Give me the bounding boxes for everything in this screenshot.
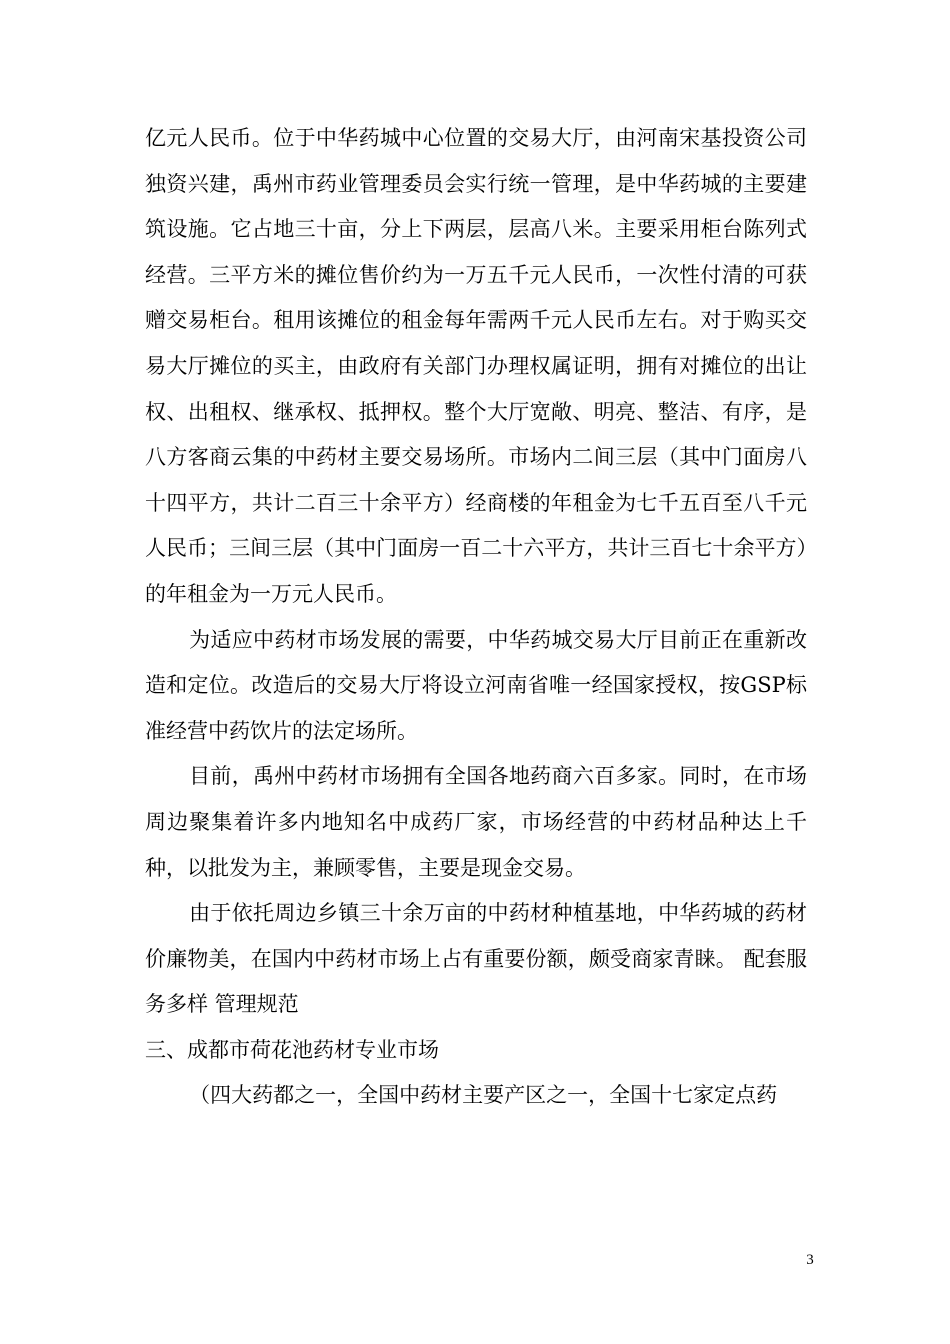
paragraph-trading-hall: 亿元人民币。位于中华药城中心位置的交易大厅，由河南宋基投资公司独资兴建，禹州市药业管理委员会实行统一管理，是中华药城的主要建筑设施。它占地三十亩，分上下两层，层高八米。主要采用柜台陈列式经营。三平方米的摊位售价约为一万五千元人民币，一次性付清的可获赠交易柜台。租用该摊位的租金每年需两千元人民币左右。对于购买交易大厅摊位的买主，由政府有关部门办理权属证明，拥有对摊位的出让权、出租权、继承权、抵押权。整个大厅宽敞、明亮、整洁、有序，是八方客商云集的中药材主要交易场所。市场内二间三层（其中门面房八十四平方，共计二百三十余平方）经商楼的年租金为七千五百至八千元人民币；三间三层（其中门面房一百二十六平方，共计三百七十余平方）的年租金为一万元人民币。: [145, 126, 807, 606]
page-number: 3: [806, 1252, 814, 1268]
paragraph-planting-base: 由于依托周边乡镇三十余万亩的中药材种植基地，中华药城的药材价廉物美，在国内中药材市场上占有重要份额，颇受商家青睐。 配套服务多样 管理规范: [145, 901, 807, 1017]
section-heading-chengdu: 三、成都市荷花池药材专业市场: [145, 1037, 439, 1062]
paragraph-renovation: 为适应中药材市场发展的需要，中华药城交易大厅目前正在重新改造和定位。改造后的交易大厅将设立河南省唯一经国家授权，按GSP标准经营中药饮片的法定场所。: [145, 627, 807, 743]
paragraph-merchants: 目前，禹州中药材市场拥有全国各地药商六百多家。同时，在市场周边聚集着许多内地知名中成药厂家，市场经营的中药材品种达上千种，以批发为主，兼顾零售，主要是现金交易。: [145, 764, 807, 880]
paragraph-chengdu-intro: （四大药都之一，全国中药材主要产区之一，全国十七家定点药: [189, 1083, 778, 1108]
document-body: [145, 116, 807, 1119]
